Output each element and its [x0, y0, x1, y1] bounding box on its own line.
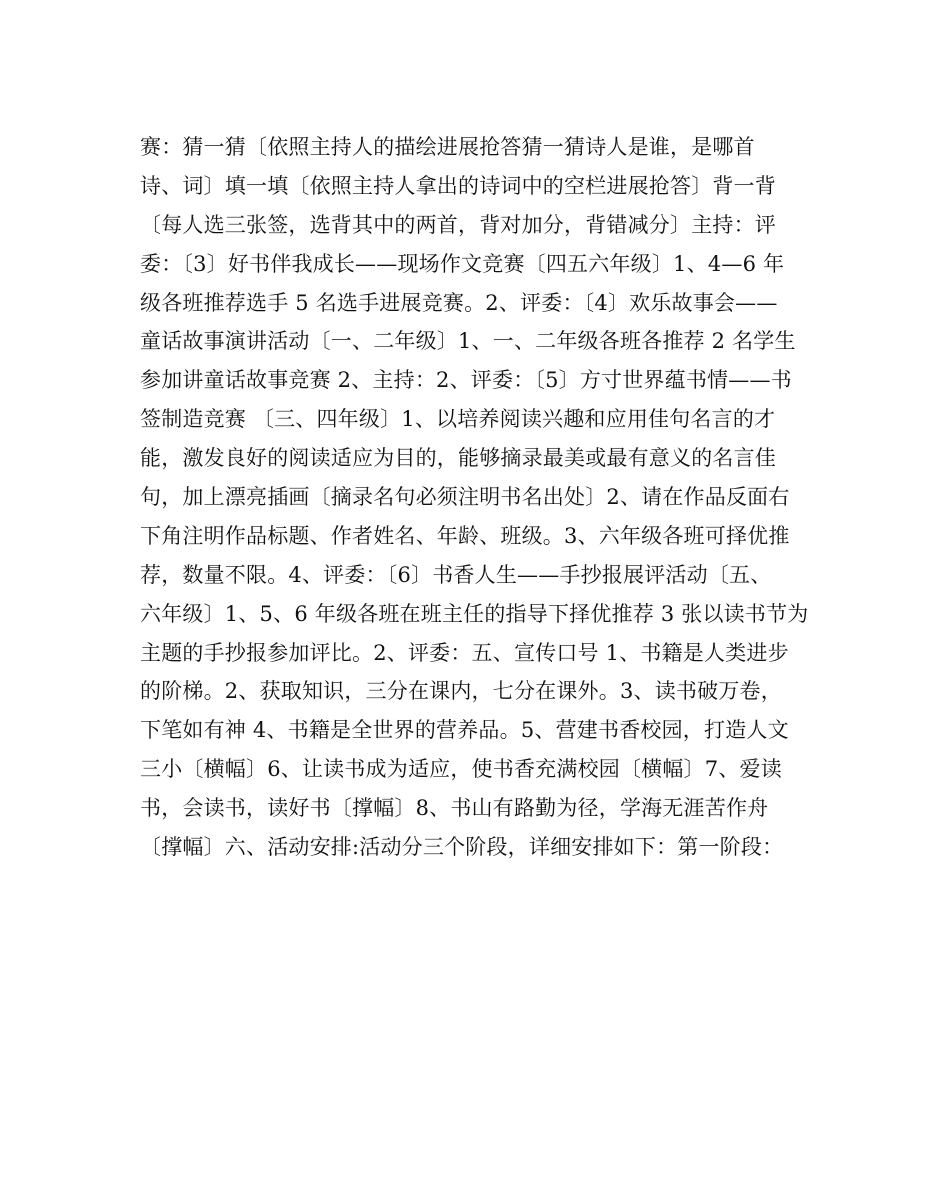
text-line: 签制造竞赛 〔三、四年级〕1、以培养阅读兴趣和应用佳句名言的才	[140, 407, 776, 432]
text-line: 赛：猜一猜〔依照主持人的描绘进展抢答猜一猜诗人是谁，是哪首	[140, 135, 755, 159]
text-line: 句，加上漂亮插画〔摘录名句必须注明书名出处〕2、请在作品反面右	[140, 485, 790, 510]
text-line: 〔撑幅〕六、活动安排:活动分三个阶段，详细安排如下：第一阶段：	[140, 835, 784, 860]
text-line: 童话故事演讲活动〔一、二年级〕1、一、二年级各班各推荐 2 名学生	[140, 329, 796, 354]
text-line: 能，激发良好的阅读适应为目的，能够摘录最美或最有意义的名言佳	[140, 446, 776, 471]
body-text	[140, 128, 820, 867]
text-line: 的阶梯。2、获取知识，三分在课内，七分在课外。3、读书破万卷，	[140, 679, 782, 704]
text-line: 六年级〕1、5、6 年级各班在班主任的指导下择优推荐 3 张以读书节为	[140, 601, 809, 626]
text-line: 荐，数量不限。4、评委：〔6〕书香人生——手抄报展评活动〔五、	[140, 562, 772, 587]
text-line: 书，会读书，读好书〔撑幅〕8、书山有路勤为径，学海无涯苦作舟	[140, 796, 769, 821]
text-line: 下角注明作品标题、作者姓名、年龄、班级。3、六年级各班可择优推	[140, 523, 790, 548]
text-line: 委：〔3〕好书伴我成长——现场作文竞赛〔四五六年级〕1、4—6 年	[140, 251, 785, 276]
text-line: 主题的手抄报参加评比。2、评委：五、宣传口号 1、书籍是人类进步	[140, 640, 789, 665]
text-line: 诗、词〕填一填〔依照主持人拿出的诗词中的空栏进展抢答〕背一背	[140, 173, 776, 198]
text-line: 三小〔横幅〕6、让读书成为适应，使书香充满校园〔横幅〕7、爱读	[140, 757, 782, 782]
text-line: 〔每人选三张签，选背其中的两首，背对加分，背错减分〕主持：评	[140, 212, 776, 237]
text-line: 参加讲童话故事竞赛 2、主持：2、评委：〔5〕方寸世界蕴书情——书	[140, 368, 792, 393]
text-line: 下笔如有神 4、书籍是全世界的营养品。5、营建书香校园，打造人文	[140, 718, 789, 743]
text-line: 级各班推荐选手 5 名选手进展竞赛。2、评委：〔4〕欢乐故事会——	[140, 290, 778, 315]
